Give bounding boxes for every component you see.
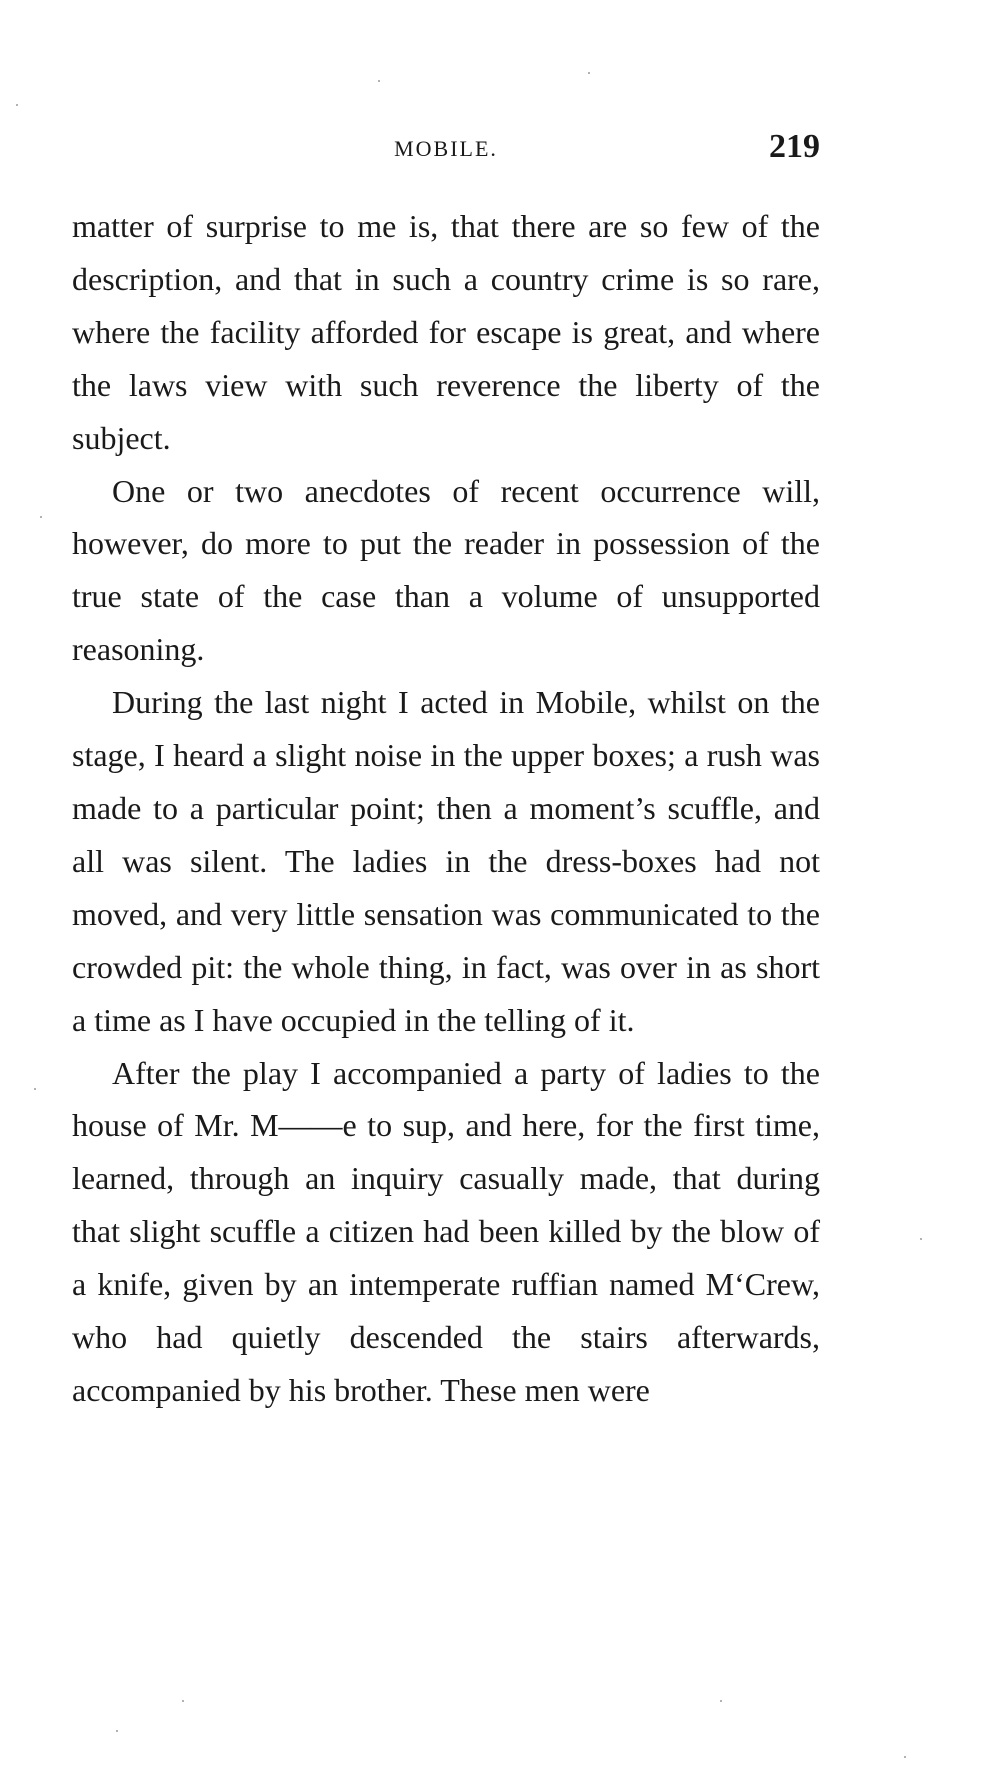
- paragraph-theatre-scuffle: During the last night I acted in Mobile, whilst on the stage, I heard a slight noise in the upper boxes; a rush was made to a particular point; then a moment’s scuffle, and all was silent. The ladies in the dress-boxes had not moved, and very little sensation was communicated to the crowded pit: the whole thing, in fact, was over in as short a time as I have occupied in the telling of it.: [72, 684, 820, 1038]
- scan-speck: [116, 1730, 118, 1732]
- scan-speck: [34, 1088, 36, 1090]
- paragraph-after-play: After the play I accompanied a party of ladies to the house of Mr. M——e to sup, and here, for the first time, learned, through an inquiry casually made, that during that slight scuffle a citizen had been killed by the blow of a knife, given by an intemperate ruffian named M‘Crew, who had quietly descended the stairs afterwards, accompanied by his brother. These men were: [72, 1054, 820, 1408]
- running-title: MOBILE.: [394, 136, 498, 161]
- body-text: [72, 200, 820, 1417]
- paragraph-anecdotes: One or two anecdotes of recent occurrence will, however, do more to put the reader in possession of the true state of the case than a volume of unsupported reasoning.: [72, 472, 820, 668]
- paragraph-continued: matter of surprise to me is, that there are so few of the description, and that in such a country crime is so rare, where the facility afforded for escape is great, and where the laws view with such reverence the liberty of the subject.: [72, 208, 820, 456]
- scan-speck: [182, 1700, 184, 1702]
- scan-speck: [40, 516, 42, 518]
- scan-speck: [720, 1700, 722, 1702]
- scan-speck: [378, 80, 380, 82]
- running-head: [72, 128, 820, 168]
- scan-speck: [588, 72, 590, 74]
- scan-speck: [16, 104, 18, 106]
- scan-speck: [904, 1756, 906, 1758]
- page-number: 219: [769, 128, 820, 165]
- scan-speck: [920, 1238, 922, 1240]
